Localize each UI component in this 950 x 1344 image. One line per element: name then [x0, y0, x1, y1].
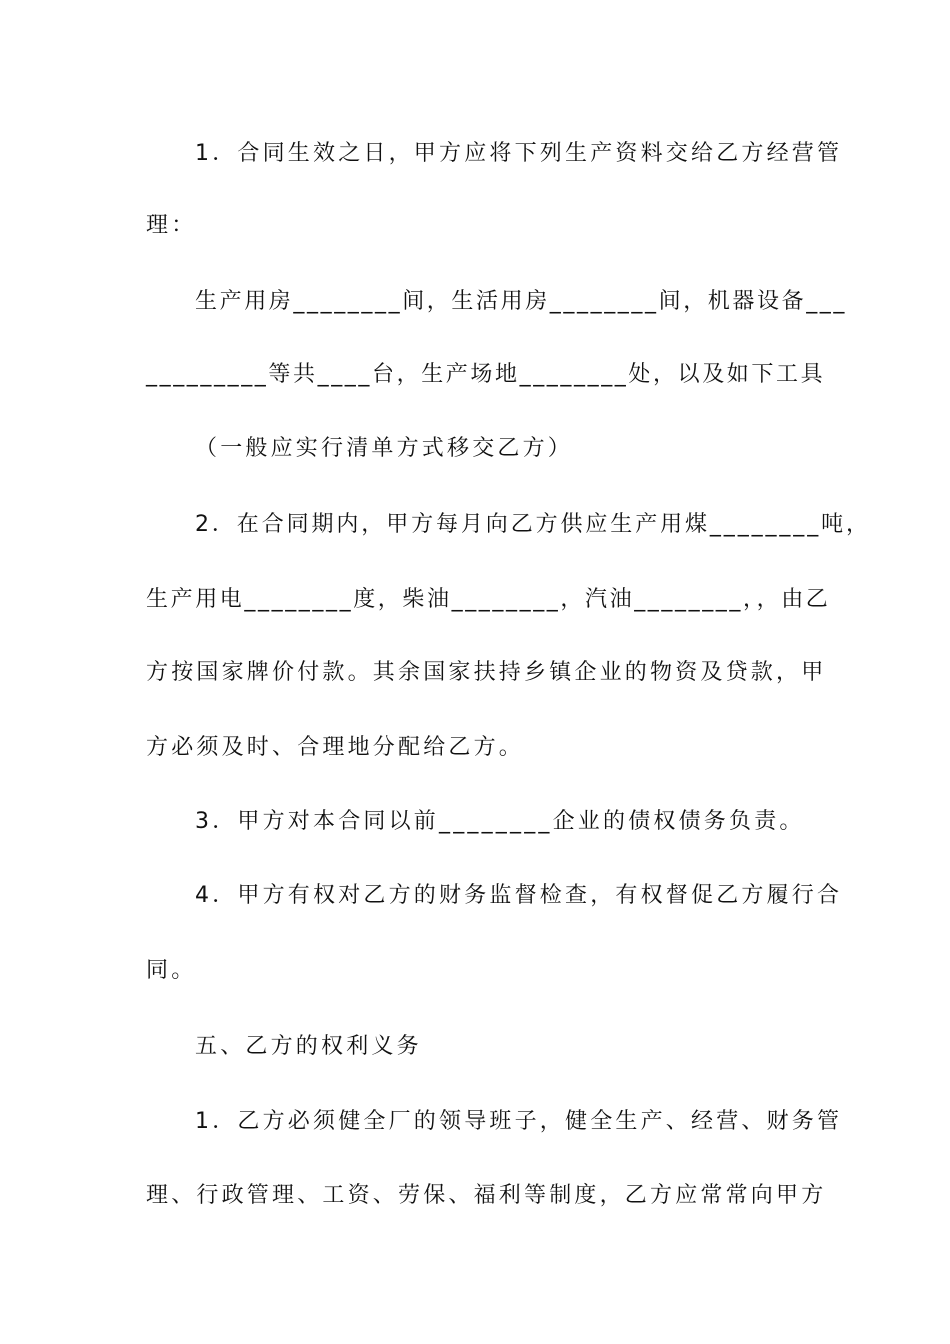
text-line: 2．在合同期内，甲方每月向乙方供应生产用煤________吨，: [195, 512, 871, 537]
section-heading: 五、乙方的权利义务: [195, 1034, 422, 1059]
text-line: 生产用房________间，生活用房________间，机器设备___: [195, 289, 848, 314]
text-line: 4．甲方有权对乙方的财务监督检查，有权督促乙方履行合: [195, 883, 843, 908]
text-line: _________等共____台，生产场地________处，以及如下工具: [146, 362, 826, 387]
text-line: 1．合同生效之日，甲方应将下列生产资料交给乙方经营管: [195, 141, 843, 166]
text-line: 3．甲方对本合同以前________企业的债权债务负责。: [195, 809, 805, 834]
text-line: 生产用电________度，柴油________，汽油________，，由乙: [146, 587, 831, 612]
text-line: 方必须及时、合理地分配给乙方。: [146, 735, 525, 760]
text-line: （一般应实行清单方式移交乙方）: [195, 436, 574, 461]
text-line: 同。: [146, 958, 197, 983]
text-line: 方按国家牌价付款。其余国家扶持乡镇企业的物资及贷款，甲: [146, 660, 827, 685]
text-line: 理、行政管理、工资、劳保、福利等制度，乙方应常常向甲方: [146, 1183, 827, 1208]
text-line: 1．乙方必须健全厂的领导班子，健全生产、经营、财务管: [195, 1109, 843, 1134]
text-line: 理：: [146, 213, 197, 238]
